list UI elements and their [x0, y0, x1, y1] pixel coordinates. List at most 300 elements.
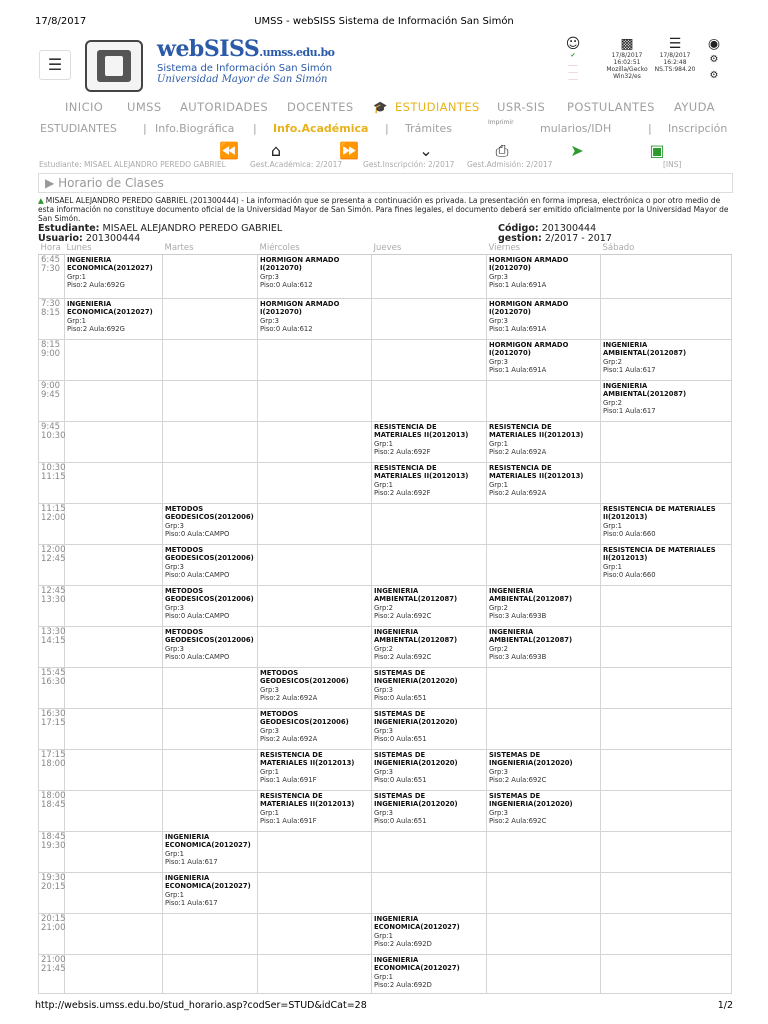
server-time: 16:2:48: [663, 59, 687, 66]
schedule-header-5: Viernes: [487, 243, 601, 254]
course-group: Grp:3: [165, 521, 184, 530]
user-line-3: ___: [568, 73, 578, 80]
empty-slot: [65, 708, 163, 749]
course-room: Piso:2 Aula:692D: [374, 940, 432, 948]
course-name: SISTEMAS DE INGENIERIA(2012020): [374, 709, 458, 726]
time-end: 21:45: [41, 963, 66, 974]
database-icon: ☰: [668, 36, 682, 52]
privacy-notice-text: MISAEL ALEJANDRO PEREDO GABRIEL (201300444) - La información que se presenta a continuación es privada. La presentación en forma impresa, electrónica o por otro medio de esta información no constituye documento oficial de la Universidad Mayor de San Simón. Para fines legales, el documento deberá ser emitido oficialmente por la Universidad Mayor de San Simón.: [38, 196, 729, 223]
course-group: Grp:2: [603, 357, 622, 366]
schedule-row: [39, 380, 732, 421]
schedule-time: [39, 462, 65, 503]
subnav-sep: |: [253, 122, 257, 135]
course-room: Piso:2 Aula:692A: [260, 735, 318, 743]
nav-autoridades[interactable]: AUTORIDADES: [180, 100, 269, 114]
class-slot[interactable]: [163, 585, 258, 626]
empty-slot: [163, 339, 258, 380]
course-room: Piso:0 Aula:CAMPO: [165, 571, 230, 579]
user-line-1: ___: [568, 59, 578, 66]
schedule-header-row: [39, 243, 732, 254]
time-start: 6:45: [41, 254, 61, 265]
course-name: INGENIERIA ECONOMICA(2012027): [67, 299, 153, 316]
schedule-time: [39, 708, 65, 749]
course-name: HORMIGON ARMADO I(2012070): [489, 340, 569, 357]
course-group: Grp:3: [489, 357, 508, 366]
subnav-sep: |: [648, 122, 652, 135]
course-group: Grp:3: [489, 316, 508, 325]
course-room: Piso:1 Aula:691A: [489, 366, 547, 374]
time-start: 18:45: [41, 831, 66, 842]
course-name: INGENIERIA AMBIENTAL(2012087): [374, 586, 458, 603]
time-start: 19:30: [41, 872, 66, 883]
user-tool[interactable]: [561, 36, 585, 80]
empty-slot: [601, 298, 732, 339]
course-group: Grp:1: [260, 808, 279, 817]
course-name: SISTEMAS DE INGENIERIA(2012020): [489, 791, 573, 808]
eye-icon[interactable]: ◉: [707, 36, 721, 52]
course-group: Grp:2: [374, 603, 393, 612]
user-line-2: ___: [568, 66, 578, 73]
course-name: METODOS GEODESICOS(2012006): [165, 545, 254, 562]
class-slot[interactable]: [258, 749, 372, 790]
class-slot[interactable]: [372, 708, 487, 749]
course-group: Grp:1: [67, 316, 86, 325]
course-room: Piso:1 Aula:691F: [260, 776, 317, 784]
time-end: 9:45: [41, 389, 61, 400]
empty-slot: [601, 462, 732, 503]
info-tag: [INS]: [663, 160, 682, 169]
schedule-row: [39, 421, 732, 462]
time-start: 18:00: [41, 790, 66, 801]
course-room: Piso:1 Aula:691A: [489, 325, 547, 333]
course-group: Grp:3: [260, 685, 279, 694]
print-header: [35, 16, 733, 30]
course-name: RESISTENCIA DE MATERIALES II(2012013): [374, 463, 469, 480]
course-room: Piso:2 Aula:692F: [374, 489, 431, 497]
class-slot[interactable]: [487, 298, 601, 339]
class-slot[interactable]: [601, 339, 732, 380]
course-room: Piso:2 Aula:692D: [374, 981, 432, 989]
schedule-header-0: Hora: [39, 243, 65, 254]
course-room: Piso:2 Aula:692C: [489, 776, 547, 784]
subnav-estudiantes[interactable]: ESTUDIANTES: [40, 122, 117, 135]
class-slot[interactable]: [258, 254, 372, 298]
subnav-tramites[interactable]: Trámites: [405, 122, 452, 135]
home-icon[interactable]: ⌂: [270, 141, 282, 160]
course-room: Piso:2 Aula:692A: [489, 489, 547, 497]
time-start: 9:45: [41, 421, 61, 432]
empty-slot: [372, 544, 487, 585]
course-room: Piso:1 Aula:617: [603, 366, 656, 374]
course-room: Piso:2 Aula:692C: [374, 612, 432, 620]
class-slot[interactable]: [163, 872, 258, 913]
time-end: 18:45: [41, 799, 66, 810]
time-start: 17:15: [41, 749, 66, 760]
class-slot[interactable]: [487, 626, 601, 667]
course-room: Piso:0 Aula:660: [603, 571, 656, 579]
empty-slot: [601, 749, 732, 790]
server-tool[interactable]: [653, 36, 697, 73]
empty-slot: [487, 503, 601, 544]
subnav-inscripcion[interactable]: Inscripción: [668, 122, 728, 135]
course-group: Grp:1: [67, 272, 86, 281]
course-room: Piso:0 Aula:651: [374, 735, 427, 743]
course-name: METODOS GEODESICOS(2012006): [165, 627, 254, 644]
course-room: Piso:1 Aula:617: [165, 858, 218, 866]
class-slot[interactable]: [372, 421, 487, 462]
schedule-time: [39, 913, 65, 954]
schedule-time: [39, 254, 65, 298]
course-group: Grp:1: [374, 439, 393, 448]
course-group: Grp:3: [260, 316, 279, 325]
schedule-header-4: Jueves: [372, 243, 487, 254]
subnav-sep: |: [143, 122, 147, 135]
settings-icon-2[interactable]: ⚙: [709, 70, 719, 81]
course-room: Piso:0 Aula:612: [260, 281, 313, 289]
brand: [157, 36, 377, 96]
nav-postulantes[interactable]: POSTULANTES: [567, 100, 655, 114]
logout-icon[interactable]: ➤: [570, 141, 584, 160]
info-gest-inscripcion: Gest.Inscripción: 2/2017: [363, 160, 455, 169]
class-slot[interactable]: [487, 254, 601, 298]
empty-slot: [487, 380, 601, 421]
course-room: Piso:0 Aula:612: [260, 325, 313, 333]
course-name: INGENIERIA AMBIENTAL(2012087): [489, 586, 573, 603]
student-gestion: 2/2017 - 2017: [544, 233, 612, 244]
schedule-row: [39, 626, 732, 667]
class-slot[interactable]: [163, 831, 258, 872]
settings-icon[interactable]: ⚙: [709, 54, 719, 65]
schedule-body: [39, 254, 732, 993]
class-slot[interactable]: [163, 503, 258, 544]
course-group: Grp:2: [489, 603, 508, 612]
empty-slot: [65, 503, 163, 544]
empty-slot: [601, 421, 732, 462]
time-end: 21:00: [41, 922, 66, 933]
action-toolbar: [35, 141, 733, 159]
class-slot[interactable]: [372, 585, 487, 626]
empty-slot: [601, 913, 732, 954]
empty-slot: [601, 831, 732, 872]
course-room: Piso:0 Aula:651: [374, 817, 427, 825]
info-gest-academica: Gest.Académica: 2/2017: [250, 160, 343, 169]
empty-slot: [372, 380, 487, 421]
course-group: Grp:3: [374, 808, 393, 817]
empty-slot: [163, 708, 258, 749]
info-bar: [35, 160, 733, 172]
time-start: 11:15: [41, 503, 66, 514]
student-gestion-label: gestion:: [498, 233, 542, 244]
student-info: [38, 223, 733, 243]
schedule-row: [39, 298, 732, 339]
empty-slot: [163, 913, 258, 954]
empty-slot: [372, 298, 487, 339]
course-group: Grp:1: [374, 931, 393, 940]
empty-slot: [65, 380, 163, 421]
course-group: Grp:1: [165, 849, 184, 858]
sub-nav: [35, 119, 733, 140]
course-name: RESISTENCIA DE MATERIALES II(2012013): [260, 750, 355, 767]
class-slot[interactable]: [258, 667, 372, 708]
course-room: Piso:0 Aula:CAMPO: [165, 530, 230, 538]
empty-slot: [372, 872, 487, 913]
class-slot[interactable]: [258, 298, 372, 339]
class-slot[interactable]: [487, 462, 601, 503]
course-group: Grp:2: [603, 398, 622, 407]
time-end: 18:00: [41, 758, 66, 769]
time-end: 8:15: [41, 307, 61, 318]
empty-slot: [372, 503, 487, 544]
print-footer: [35, 1000, 733, 1012]
schedule-row: [39, 749, 732, 790]
empty-slot: [372, 831, 487, 872]
nav-inicio[interactable]: INICIO: [65, 100, 104, 114]
course-name: INGENIERIA AMBIENTAL(2012087): [374, 627, 458, 644]
empty-slot: [487, 954, 601, 993]
empty-slot: [487, 667, 601, 708]
class-slot[interactable]: [372, 462, 487, 503]
schedule-table: [38, 243, 732, 994]
course-name: RESISTENCIA DE MATERIALES II(2012013): [489, 422, 584, 439]
empty-slot: [258, 380, 372, 421]
schedule-row: [39, 708, 732, 749]
course-name: INGENIERIA ECONOMICA(2012027): [165, 873, 251, 890]
course-name: HORMIGON ARMADO I(2012070): [489, 255, 569, 272]
print-title: UMSS - webSISS Sistema de Información San Simón: [254, 16, 514, 27]
empty-slot: [372, 254, 487, 298]
course-room: Piso:1 Aula:617: [165, 899, 218, 907]
time-end: 14:15: [41, 635, 66, 646]
print-tooltip: Imprimir: [488, 119, 514, 126]
course-room: Piso:2 Aula:692A: [260, 694, 318, 702]
subnav-formularios[interactable]: mularios/IDH: [540, 122, 612, 135]
course-group: Grp:3: [374, 726, 393, 735]
time-start: 12:00: [41, 544, 66, 555]
course-group: Grp:1: [165, 890, 184, 899]
course-room: Piso:0 Aula:651: [374, 694, 427, 702]
class-slot[interactable]: [601, 503, 732, 544]
empty-slot: [487, 544, 601, 585]
time-start: 10:30: [41, 462, 66, 473]
empty-slot: [163, 254, 258, 298]
course-group: Grp:3: [165, 644, 184, 653]
time-end: 17:15: [41, 717, 66, 728]
empty-slot: [65, 626, 163, 667]
nav-estudiantes-icon: 🎓: [373, 100, 388, 114]
empty-slot: [601, 872, 732, 913]
print-icon[interactable]: ⎙: [495, 141, 509, 160]
time-start: 15:45: [41, 667, 66, 678]
course-group: Grp:1: [260, 767, 279, 776]
course-name: INGENIERIA AMBIENTAL(2012087): [603, 340, 687, 357]
student-name: MISAEL ALEJANDRO PEREDO GABRIEL: [102, 223, 283, 234]
schedule-time: [39, 667, 65, 708]
empty-slot: [258, 544, 372, 585]
course-name: SISTEMAS DE INGENIERIA(2012020): [374, 750, 458, 767]
brand-name: webSISS: [157, 36, 260, 62]
course-group: Grp:3: [260, 726, 279, 735]
subnav-info-academica[interactable]: Info.Académica: [273, 122, 369, 135]
course-name: METODOS GEODESICOS(2012006): [165, 586, 254, 603]
time-end: 13:30: [41, 594, 66, 605]
course-room: Piso:0 Aula:660: [603, 530, 656, 538]
course-group: Grp:3: [374, 767, 393, 776]
student-code: 201300444: [541, 223, 597, 234]
schedule-row: [39, 790, 732, 831]
time-end: 20:15: [41, 881, 66, 892]
nav-estudiantes[interactable]: ESTUDIANTES: [395, 100, 480, 114]
top-bar: [35, 36, 733, 96]
course-name: METODOS GEODESICOS(2012006): [260, 668, 349, 685]
class-slot[interactable]: [601, 380, 732, 421]
class-slot[interactable]: [258, 708, 372, 749]
schedule-time: [39, 503, 65, 544]
schedule-time: [39, 790, 65, 831]
class-slot[interactable]: [601, 544, 732, 585]
next-icon[interactable]: ⏩: [339, 141, 359, 160]
empty-slot: [65, 954, 163, 993]
student-user: 201300444: [85, 233, 141, 244]
empty-slot: [65, 585, 163, 626]
empty-slot: [487, 831, 601, 872]
class-slot[interactable]: [372, 667, 487, 708]
course-group: Grp:2: [374, 644, 393, 653]
umss-logo[interactable]: [85, 40, 143, 92]
time-start: 9:00: [41, 380, 61, 391]
nav-ayuda[interactable]: AYUDA: [674, 100, 715, 114]
empty-slot: [163, 462, 258, 503]
chevron-down-icon[interactable]: ⌄: [419, 141, 433, 160]
user-icon: ☺: [565, 36, 581, 52]
empty-slot: [65, 831, 163, 872]
course-name: SISTEMAS DE INGENIERIA(2012020): [489, 750, 573, 767]
empty-slot: [258, 954, 372, 993]
class-slot[interactable]: [65, 298, 163, 339]
print-date: 17/8/2017: [35, 16, 87, 27]
time-start: 7:30: [41, 298, 61, 309]
schedule-time: [39, 872, 65, 913]
empty-slot: [258, 626, 372, 667]
info-student: Estudiante: MISAEL ALEJANDRO PEREDO GABRIEL: [39, 160, 226, 169]
schedule-row: [39, 872, 732, 913]
course-room: Piso:2 Aula:692C: [374, 653, 432, 661]
class-slot[interactable]: [163, 544, 258, 585]
course-group: Grp:1: [374, 972, 393, 981]
server-date: 17/8/2017: [659, 52, 691, 59]
warning-icon: ▲: [38, 196, 44, 205]
nav-docentes[interactable]: DOCENTES: [287, 100, 354, 114]
course-room: Piso:2 Aula:692C: [489, 817, 547, 825]
id-card-icon[interactable]: ▣: [649, 141, 665, 160]
course-room: Piso:3 Aula:693B: [489, 612, 547, 620]
schedule-row: [39, 462, 732, 503]
course-room: Piso:2 Aula:692A: [489, 448, 547, 456]
session-time: 16:02:51: [613, 59, 641, 66]
play-circle-icon: ▶: [45, 176, 55, 190]
empty-slot: [163, 749, 258, 790]
class-slot[interactable]: [258, 790, 372, 831]
schedule-time: [39, 831, 65, 872]
course-name: METODOS GEODESICOS(2012006): [165, 504, 254, 521]
schedule-row: [39, 544, 732, 585]
panel-title-text: Horario de Clases: [58, 176, 164, 190]
first-icon[interactable]: ⏪: [219, 141, 239, 160]
empty-slot: [163, 380, 258, 421]
info-gest-admision: Gest.Admisión: 2/2017: [467, 160, 553, 169]
schedule-time: [39, 298, 65, 339]
class-slot[interactable]: [487, 749, 601, 790]
empty-slot: [258, 339, 372, 380]
nav-umss[interactable]: UMSS: [127, 100, 162, 114]
empty-slot: [258, 503, 372, 544]
empty-slot: [258, 913, 372, 954]
course-name: SISTEMAS DE INGENIERIA(2012020): [374, 668, 458, 685]
empty-slot: [163, 421, 258, 462]
time-start: 12:45: [41, 585, 66, 596]
class-slot[interactable]: [65, 254, 163, 298]
empty-slot: [601, 254, 732, 298]
browser-info: Mozilla/Gecko: [606, 66, 648, 73]
class-slot[interactable]: [372, 954, 487, 993]
class-slot[interactable]: [372, 626, 487, 667]
class-slot[interactable]: [487, 421, 601, 462]
empty-slot: [65, 667, 163, 708]
course-name: INGENIERIA ECONOMICA(2012027): [374, 955, 460, 972]
course-name: SISTEMAS DE INGENIERIA(2012020): [374, 791, 458, 808]
course-name: INGENIERIA AMBIENTAL(2012087): [489, 627, 573, 644]
schedule-time: [39, 421, 65, 462]
course-group: Grp:3: [489, 808, 508, 817]
schedule-time: [39, 544, 65, 585]
time-end: 7:30: [41, 263, 61, 274]
class-slot[interactable]: [372, 790, 487, 831]
class-slot[interactable]: [487, 585, 601, 626]
schedule-row: [39, 667, 732, 708]
empty-slot: [258, 872, 372, 913]
class-slot[interactable]: [487, 339, 601, 380]
empty-slot: [65, 421, 163, 462]
nav-usr-sis[interactable]: USR-SIS: [497, 100, 546, 114]
empty-slot: [65, 749, 163, 790]
schedule-time: [39, 585, 65, 626]
schedule-row: [39, 585, 732, 626]
menu-icon[interactable]: ☰: [39, 50, 71, 80]
empty-slot: [258, 462, 372, 503]
class-slot[interactable]: [372, 749, 487, 790]
student-name-label: Estudiante:: [38, 223, 100, 234]
schedule-row: [39, 913, 732, 954]
empty-slot: [601, 626, 732, 667]
class-slot[interactable]: [487, 790, 601, 831]
subnav-info-biografica[interactable]: Info.Biográfica: [155, 122, 235, 135]
brand-university: Universidad Mayor de San Simón: [157, 74, 328, 85]
schedule-time: [39, 626, 65, 667]
view-tools[interactable]: [703, 36, 725, 84]
class-slot[interactable]: [372, 913, 487, 954]
course-name: HORMIGON ARMADO I(2012070): [489, 299, 569, 316]
schedule-row: [39, 954, 732, 993]
class-slot[interactable]: [163, 626, 258, 667]
time-start: 13:30: [41, 626, 66, 637]
empty-slot: [163, 667, 258, 708]
course-name: METODOS GEODESICOS(2012006): [260, 709, 349, 726]
empty-slot: [258, 421, 372, 462]
course-group: Grp:3: [260, 272, 279, 281]
course-group: Grp:3: [489, 767, 508, 776]
schedule-row: [39, 339, 732, 380]
empty-slot: [487, 913, 601, 954]
session-tool[interactable]: [605, 36, 649, 80]
